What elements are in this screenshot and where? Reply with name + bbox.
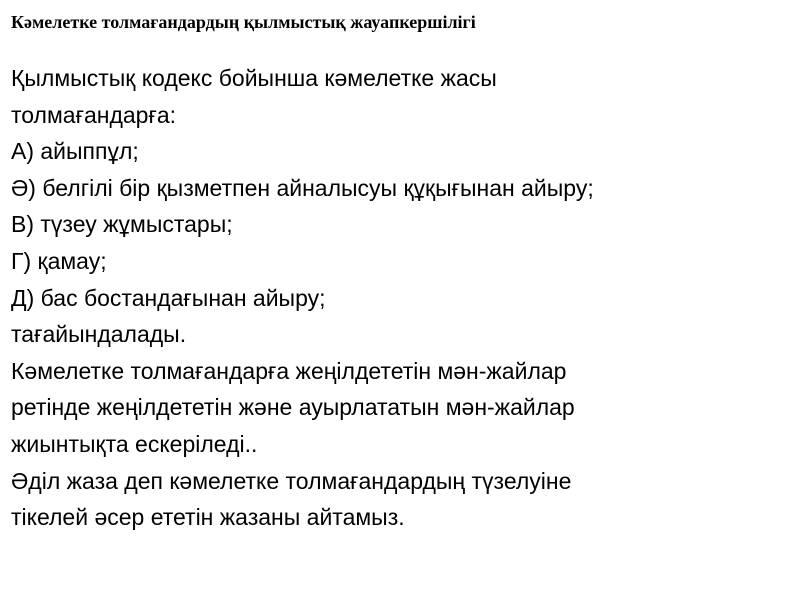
body-line-intro-2: толмағандарға: — [11, 101, 177, 128]
body-line-intro-1: Қылмыстық кодекс бойынша кәмелетке жасы — [11, 65, 497, 91]
list-item-correctional-labor: В) түзеу жұмыстары; — [11, 211, 233, 238]
body-line-just-punishment-2: тікелей әсер ететін жазаны айтамыз. — [11, 504, 405, 531]
list-item-arrest: Г) қамау; — [11, 247, 107, 274]
slide-title: Кәмелетке толмағандардың қылмыстық жауапкершілігі — [11, 12, 476, 32]
body-line-mitigating-3: жиынтықта ескеріледі.. — [11, 430, 258, 457]
body-line-mitigating-2: ретінде жеңілдететін және ауырлататын мән-жайлар — [11, 394, 575, 421]
body-line-mitigating-1: Кәмелетке толмағандарға жеңілдететін мән-жайлар — [11, 357, 567, 384]
list-item-imprisonment: Д) бас бостандағынан айыру; — [11, 284, 326, 311]
list-item-deprivation-of-right: Ә) белгілі бір қызметпен айналысуы құқығынан айыру; — [11, 174, 594, 201]
body-line-just-punishment-1: Әділ жаза деп кәмелетке толмағандардың түзелуіне — [11, 467, 572, 494]
list-item-fine: А) айыппұл; — [11, 138, 139, 165]
slide-body — [11, 60, 791, 536]
body-line-assigned: тағайындалады. — [11, 321, 187, 348]
